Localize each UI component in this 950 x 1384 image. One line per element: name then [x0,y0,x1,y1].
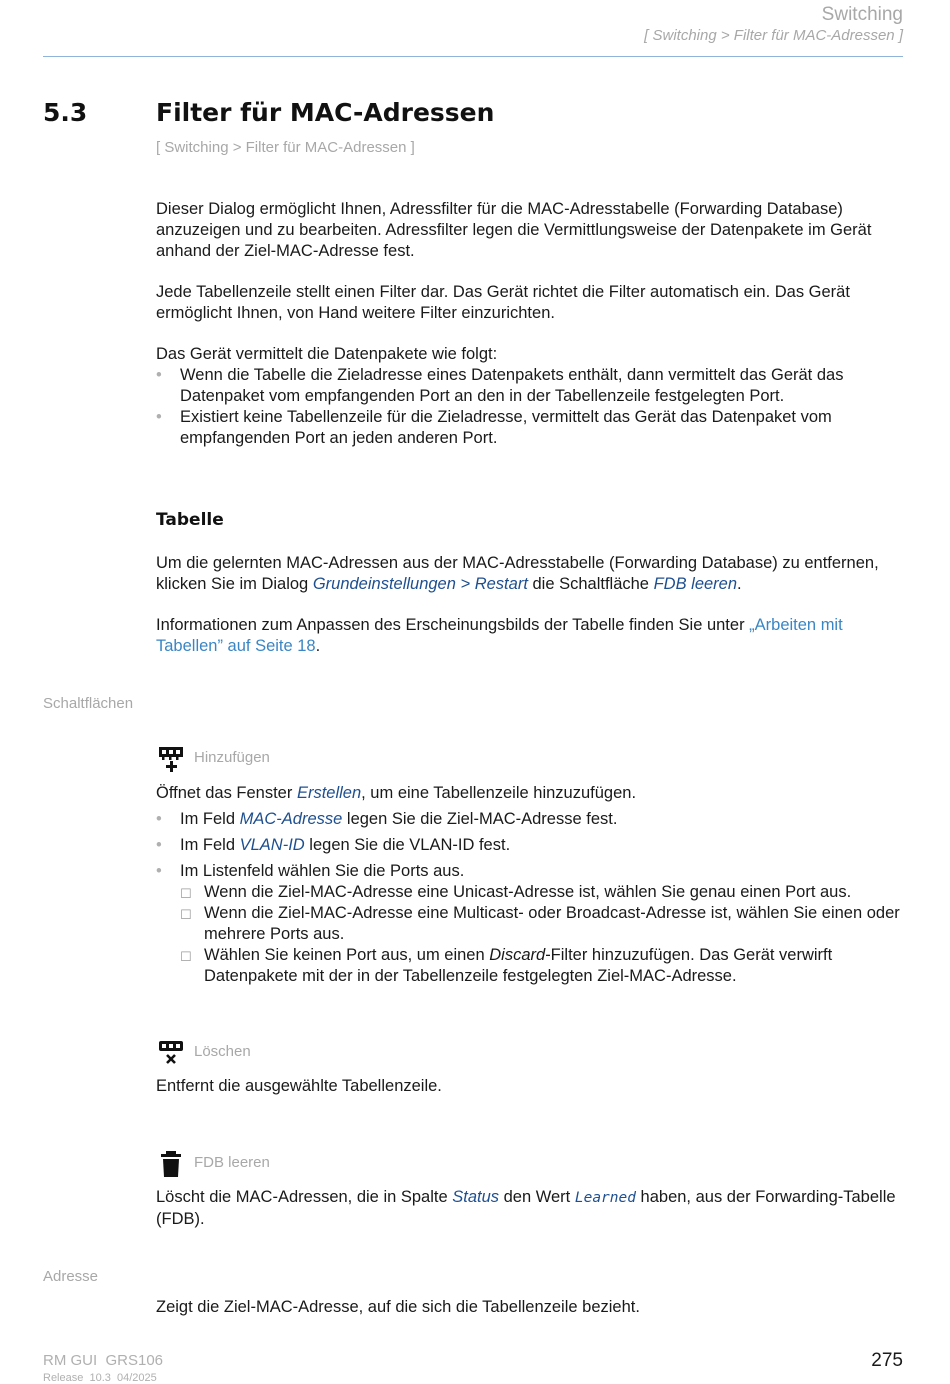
text-run: legen Sie die VLAN-ID fest. [304,836,511,854]
list-item [156,809,906,830]
text-run: legen Sie die Ziel-MAC-Adresse fest. [342,810,618,828]
running-header-title: Switching [821,4,903,25]
flush-description [156,1187,906,1230]
list-item [156,835,906,856]
intro-paragraph-2 [156,282,906,324]
footer-document: RM GUI GRS106 [43,1352,164,1369]
intro-p2-text: Jede Tabellenzeile stellt einen Filter dar. Das Gerät richtet die Filter automatisch ein. Das Gerät ermöglicht Ihnen, von Hand weitere Filter einzurichten. [156,283,850,322]
ui-reference-fdb-leeren: FDB leeren [653,575,738,593]
flush-button-label: FDB leeren [194,1153,270,1171]
section-breadcrumb: [ Switching > Filter für MAC-Adressen ] [156,139,415,156]
footer-release: Release 10.3 04/2025 [43,1372,157,1384]
intro-paragraph-1 [156,199,906,262]
delete-description-text: Entfernt die ausgewählte Tabellenzeile. [156,1077,442,1095]
sub-list-item [156,945,906,987]
add-description [156,783,906,987]
text-run: , um eine Tabellenzeile hinzuzufügen. [361,784,637,802]
add-button-row [156,744,270,770]
list-item: • Im Listenfeld wählen Sie die Ports aus. [156,861,906,882]
value-learned: Learned [574,1190,636,1206]
emphasis-discard: Discard [489,946,546,964]
adresse-description-text: Zeigt die Ziel-MAC-Adresse, auf die sich die Tabellenzeile bezieht. [156,1298,640,1316]
list-item: • Wenn die Tabelle die Zieladresse eines Datenpakets enthält, dann vermittelt das Gerät das Datenpaket vom empfangenden Port an den in der Tabellenzeile festgelegten Port. [156,365,906,407]
flush-button-row [156,1149,270,1175]
text-run: Öffnet das Fenster [156,784,297,802]
sub-list-item: ☐ Wenn die Ziel-MAC-Adresse eine Unicast-Adresse ist, wählen Sie genau einen Port aus. [156,882,906,903]
text-run: Informationen zum Anpassen des Erscheinungsbilds der Tabelle finden Sie unter [156,616,750,634]
tabelle-heading: Tabelle [156,510,224,530]
add-button-label: Hinzufügen [194,748,270,766]
delete-button-label: Löschen [194,1042,251,1060]
text-run: Im Feld [180,810,240,828]
table-delete-icon [156,1038,182,1064]
adresse-description [156,1297,906,1318]
side-label-adresse: Adresse [43,1268,99,1285]
text-run: haben, aus der Forwarding-Tabelle (FDB). [156,1188,896,1228]
text-run: den Wert [499,1188,575,1206]
trash-icon [156,1149,182,1175]
table-add-icon [156,744,182,770]
ui-reference-erstellen: Erstellen [296,784,362,802]
ui-reference-status: Status [452,1188,500,1206]
section-title: Filter für MAC-Adressen [156,98,495,127]
text-run: . [315,637,321,655]
section-number: 5.3 [43,98,88,127]
text-run: Löscht die MAC-Adressen, die in Spalte [156,1188,453,1206]
intro-p3-text: Das Gerät vermittelt die Datenpakete wie folgt: [156,345,498,363]
sub-list-item: ☐ Wenn die Ziel-MAC-Adresse eine Multicast- oder Broadcast-Adresse ist, wählen Sie einen oder mehrere Ports aus. [156,903,906,945]
running-header-breadcrumb: [ Switching > Filter für MAC-Adressen ] [644,27,903,44]
ui-reference-restart: Grundeinstellungen > Restart [312,575,528,593]
ui-reference-vlan-id: VLAN-ID [239,836,305,854]
text-run: -Filter hinzuzufügen. Das Gerät verwirft Datenpakete mit der in der Tabellenzeile festgelegten Ziel-MAC-Adresse. [204,946,833,985]
tabelle-paragraph-1 [156,553,906,595]
cross-reference-link[interactable]: „Arbeiten mit Tabellen” auf Seite 18 [156,616,843,655]
tabelle-paragraph-2 [156,615,906,657]
intro-paragraph-3 [156,344,906,449]
text-run: Wählen Sie keinen Port aus, um einen [204,946,490,964]
text-run: . [737,575,742,593]
header-divider [43,56,903,57]
ui-reference-mac-adresse: MAC-Adresse [239,810,343,828]
delete-button-row [156,1038,251,1064]
page-number: 275 [871,1350,903,1371]
text-run: Um die gelernten MAC-Adressen aus der MAC-Adresstabelle (Forwarding Database) zu entfernen, klicken Sie im Dialog [156,554,879,593]
delete-description [156,1076,906,1097]
text-run: Im Feld [180,836,240,854]
intro-p1-text: Dieser Dialog ermöglicht Ihnen, Adressfilter für die MAC-Adresstabelle (Forwarding Database) anzuzeigen und zu bearbeiten. Adressfilter legen die Vermittlungsweise der Datenpakete im Gerät anhand der Ziel-MAC-Adresse fest. [156,200,872,260]
side-label-schaltflaechen: Schaltflächen [43,695,134,712]
text-run: die Schaltfläche [527,575,654,593]
list-item: • Existiert keine Tabellenzeile für die Zieladresse, vermittelt das Gerät das Datenpaket vom empfangenden Port an jeden anderen Port. [156,407,906,449]
